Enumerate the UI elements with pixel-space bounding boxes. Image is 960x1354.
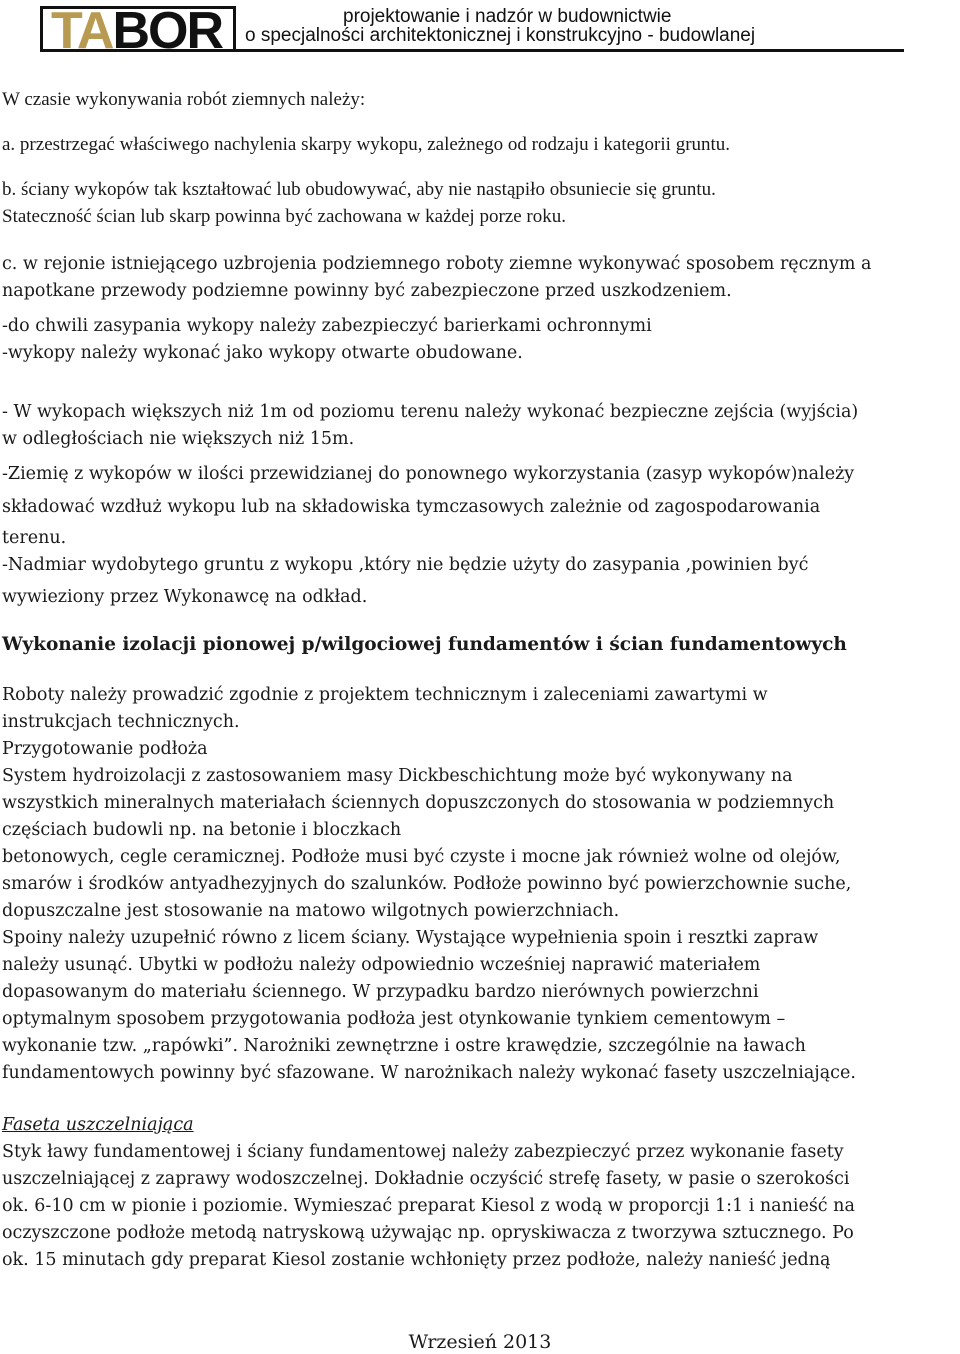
note-line: -wykopy należy wykonać jako wykopy otwarte obudowane.: [2, 343, 523, 363]
header-tagline-1: projektowanie i nadzór w budownictwie: [343, 6, 672, 27]
note-line: składować wzdłuż wykopu lub na składowiska tymczasowych zależnie od zagospodarowania: [2, 497, 821, 517]
item-a: a. przestrzegać właściwego nachylenia skarpy wykopu, zależnego od rodzaju i kategorii gruntu.: [2, 134, 731, 155]
item-c-line1: c. w rejonie istniejącego uzbrojenia podziemnego roboty ziemne wykonywać sposobem ręcznym a: [2, 254, 872, 274]
paragraph-line: wszystkich mineralnych materiałach ściennych dopuszczonych do stosowania w podziemnych: [2, 793, 835, 813]
note-line: -Ziemię z wykopów w ilości przewidzianej do ponownego wykorzystania (zasyp wykopów)należy: [2, 464, 855, 484]
paragraph-line: dopasowanym do materiału ściennego. W przypadku bardzo nierównych powierzchni: [2, 982, 759, 1002]
header-tagline-2: o specjalności architektonicznej i konstrukcyjno - budowlanej: [245, 25, 756, 46]
paragraph-line: wykonanie tzw. „rapówki”. Narożniki zewnętrzne i ostre krawędzie, szczególnie na ławach: [2, 1036, 806, 1056]
note-line: w odległościach nie większych niż 15m.: [2, 429, 355, 449]
paragraph-line: ok. 6-10 cm w pionie i poziomie. Wymieszać preparat Kiesol z wodą w proporcji 1:1 i nanieść na: [2, 1196, 855, 1216]
logo-text: [51, 3, 222, 59]
paragraph-line: Styk ławy fundamentowej i ściany fundamentowej należy zabezpieczyć przez wykonanie fasety: [2, 1142, 844, 1162]
section-heading: Wykonanie izolacji pionowej p/wilgociowej fundamentów i ścian fundamentowych: [2, 634, 847, 655]
subheading-faseta: Faseta uszczelniająca: [2, 1115, 194, 1135]
paragraph-line: należy usunąć. Ubytki w podłożu należy odpowiednio wcześniej naprawić materiałem: [2, 955, 761, 975]
paragraph-line: instrukcjach technicznych.: [2, 712, 240, 732]
paragraph-line: optymalnym sposobem przygotowania podłoża jest otynkowanie tynkiem cementowym –: [2, 1009, 786, 1029]
page-footer-date: Wrzesień 2013: [408, 1331, 552, 1353]
item-b-line2: Stateczność ścian lub skarp powinna być zachowana w każdej porze roku.: [2, 206, 566, 227]
note-line: -do chwili zasypania wykopy należy zabezpieczyć barierkami ochronnymi: [2, 316, 652, 336]
subheading-przygotowanie: Przygotowanie podłoża: [2, 739, 208, 759]
paragraph-line: fundamentowych powinny być sfazowane. W narożnikach należy wykonać fasety uszczelniające.: [2, 1063, 856, 1083]
paragraph-line: Spoiny należy uzupełnić równo z licem ściany. Wystające wypełnienia spoin i resztki zapraw: [2, 928, 819, 948]
paragraph-line: ok. 15 minutach gdy preparat Kiesol zostanie wchłonięty przez podłoże, należy nanieść jedną: [2, 1250, 831, 1270]
note-line: -Nadmiar wydobytego gruntu z wykopu ,który nie będzie użyty do zasypania ,powinien być: [2, 555, 809, 575]
paragraph-line: oczyszczone podłoże metodą natryskową używając np. opryskiwacza z tworzywa sztucznego. Po: [2, 1223, 854, 1243]
company-logo: [40, 2, 236, 60]
paragraph-line: System hydroizolacji z zastosowaniem masy Dickbeschichtung może być wykonywany na: [2, 766, 793, 786]
logo-bor: BOR: [112, 2, 223, 60]
item-c-line2: napotkane przewody podziemne powinny być zabezpieczone przed uszkodzeniem.: [2, 281, 732, 301]
paragraph-line: uszczelniającej z zaprawy wodoszczelnej. Dokładnie oczyścić strefę fasety, w pasie o szerokości: [2, 1169, 850, 1189]
paragraph-line: częściach budowli np. na betonie i bloczkach: [2, 820, 402, 840]
paragraph-line: Roboty należy prowadzić zgodnie z projektem technicznym i zaleceniami zawartymi w: [2, 685, 768, 705]
note-line: wywieziony przez Wykonawcę na odkład.: [2, 587, 368, 607]
logo-ta: TA: [51, 2, 113, 60]
note-line: - W wykopach większych niż 1m od poziomu terenu należy wykonać bezpieczne zejścia (wyjścia): [2, 402, 859, 422]
note-line: terenu.: [2, 528, 67, 548]
paragraph-line: smarów i środków antyadhezyjnych do szalunków. Podłoże powinno być powierzchownie suche,: [2, 874, 852, 894]
paragraph-line: dopuszczalne jest stosowanie na matowo wilgotnych powierzchniach.: [2, 901, 620, 921]
intro-line: W czasie wykonywania robót ziemnych należy:: [2, 89, 366, 110]
letterhead: [40, 2, 904, 60]
header-rule: [236, 49, 904, 52]
paragraph-line: betonowych, cegle ceramicznej. Podłoże musi być czyste i mocne jak również wolne od olejów,: [2, 847, 841, 867]
item-b-line1: b. ściany wykopów tak kształtować lub obudowywać, aby nie nastąpiło obsuniecie się gruntu.: [2, 179, 716, 200]
